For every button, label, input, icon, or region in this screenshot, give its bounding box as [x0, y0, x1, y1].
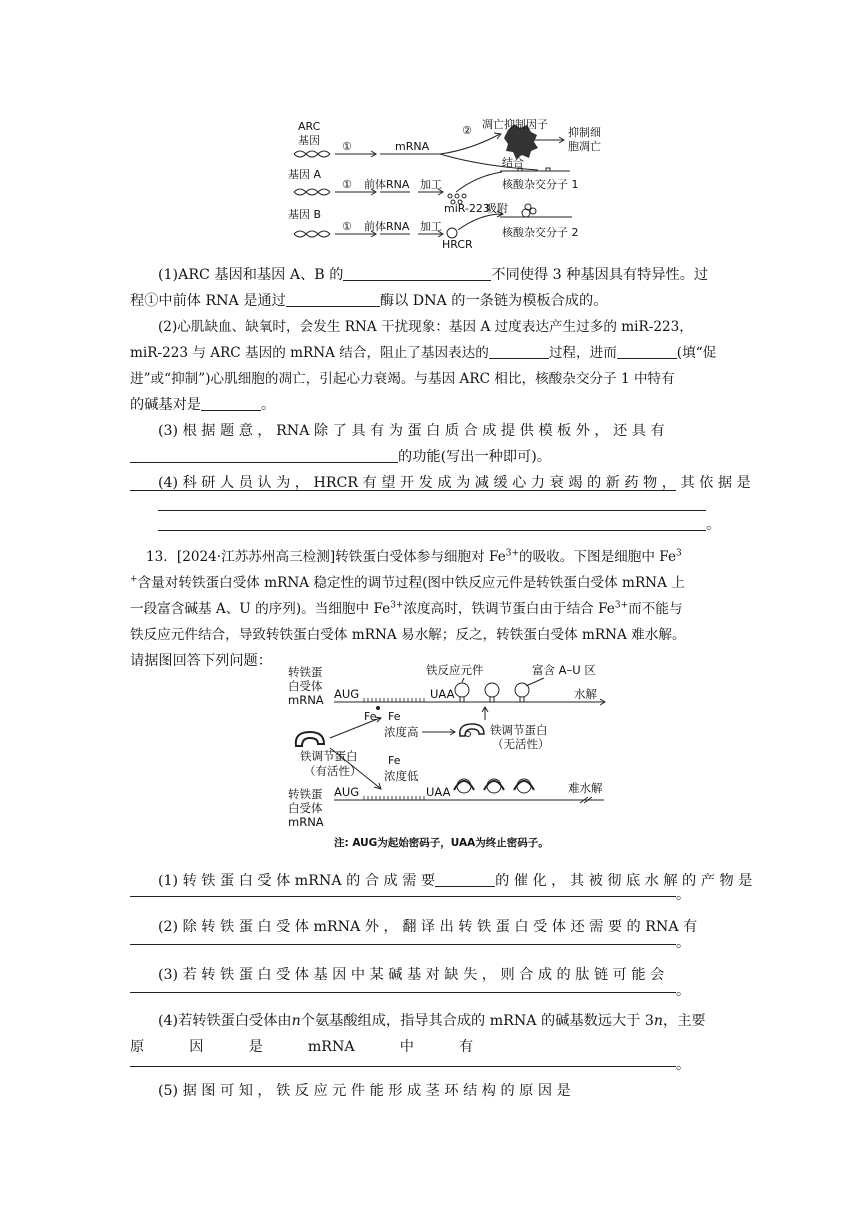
period: 。 — [676, 935, 691, 951]
transferrin-receptor-diagram — [282, 660, 622, 860]
figure-note: 注: AUG为起始密码子，UAA为终止密码子。 — [334, 837, 549, 849]
answer-line[interactable] — [130, 490, 676, 491]
fe3-label-low: Fe — [388, 754, 401, 767]
irp-active-label-1: 铁调节蛋白 — [300, 749, 358, 763]
ire-label: 铁反应元件 — [426, 663, 484, 677]
answer-line[interactable] — [158, 510, 706, 511]
gene-a-label: 基因 A — [288, 168, 322, 181]
irp-inactive-label-2: （无活性） — [492, 737, 550, 751]
blank[interactable] — [435, 870, 495, 887]
answer-line[interactable] — [130, 992, 676, 993]
step1-label-row3: ① — [342, 220, 352, 233]
q13-intro-line2: +含量对转铁蛋白受体 mRNA 稳定性的调节过程(图中铁反应元件是转铁蛋白受体 mRNA 上 — [130, 574, 685, 591]
process-label-b: 加工 — [420, 220, 442, 233]
q12-part1-line1: (1)ARC 基因和基因 A、B 的 不同使得 3 种基因具有特异性。过 — [130, 262, 730, 288]
fe3-label-high: Fe — [388, 710, 401, 723]
apoptosis-inhibitor-label: 凋亡抑制因子 — [482, 118, 548, 131]
hydrolysis-label: 水解 — [574, 687, 597, 701]
irp-inactive-icon — [460, 724, 484, 736]
step1-label-row2: ① — [342, 178, 352, 191]
q13-intro-line1: 13．[2024·江苏苏州高三检测]转铁蛋白受体参与细胞对 $Fe^{3+}$的吸收。下图是细胞中 Fe$^3$ — [146, 548, 682, 565]
gene-b-label: 基因 B — [288, 208, 322, 221]
answer-line[interactable] — [130, 896, 676, 897]
low-conc-label: 浓度低 — [384, 769, 419, 783]
aug-label-bottom: AUG — [334, 785, 360, 799]
tfr-mrna-label-2b: 白受体 — [288, 801, 323, 815]
hybrid2-label: 核酸杂交分子 2 — [502, 226, 579, 239]
hrcr-label: HRCR — [442, 238, 473, 251]
tfr-mrna-label-1b: 转铁蛋 — [288, 787, 323, 801]
q13-part4-line2: 原 因 是 mRNA 中 有 — [130, 1039, 474, 1055]
q12-part3-line2: 的功能(写出一种即可)。 — [130, 444, 730, 470]
process-label-a: 加工 — [420, 178, 442, 191]
tfr-mrna-label-3b: mRNA — [288, 815, 324, 829]
period: 。 — [676, 983, 691, 999]
period: 。 — [706, 517, 721, 533]
q12-part2-line1: (2)心肌缺血、缺氧时，会发生 RNA 干扰现象：基因 A 过度表达产生过多的 miR-223， — [158, 319, 693, 335]
q13-part3-line1: (3) 若 转 铁 蛋 白 受 体 基 因 中 某 碱 基 对 缺 失 ， 则 合 成 的 肽 链 可 能 会 — [158, 967, 665, 983]
tfr-mrna-label-3: mRNA — [288, 693, 324, 707]
blank[interactable] — [489, 342, 549, 359]
uaa-label-top: UAA — [430, 687, 455, 701]
q13-part4-line1: (4)若转铁蛋白受体由n个氨基酸组成，指导其合成的 mRNA 的碱基数远大于 3n，主要 — [158, 1013, 706, 1029]
hard-hydrolysis-label: 难水解 — [568, 781, 603, 795]
irp-active-label-2: （有活性） — [304, 764, 362, 778]
q12-part4-line1: (4) 科 研 人 员 认 为 ， HRCR 有 望 开 发 成 为 减 缓 心 力 衰 竭 的 新 药 物 ， 其 依 据 是 — [158, 475, 751, 491]
mir223-label: miR-223 — [444, 202, 490, 215]
combine-label: 结合 — [502, 156, 524, 169]
step2-label: ② — [462, 124, 472, 137]
answer-line[interactable] — [130, 944, 676, 945]
inhibit-label-1: 抑制细 — [568, 126, 601, 139]
blank[interactable] — [617, 342, 677, 359]
blank[interactable] — [130, 446, 398, 463]
high-conc-label: 浓度高 — [384, 725, 419, 739]
period: 。 — [676, 887, 691, 903]
mrna-label: mRNA — [395, 140, 430, 153]
q12-part2-line4: 的碱基对是 。 — [130, 392, 730, 418]
irp-inactive-label-1: 铁调节蛋白 — [490, 723, 548, 737]
au-region-label: 富含 A–U 区 — [532, 663, 596, 677]
q13-part2-line1: (2) 除 转 铁 蛋 白 受 体 mRNA 外 ， 翻 译 出 转 铁 蛋 白 受 体 还 需 要 的 RNA 有 — [158, 919, 698, 935]
q12-part1-line2: 程①中前体 RNA 是通过 酶以 DNA 的一条链为模板合成的。 — [130, 288, 730, 314]
uaa-label-bottom: UAA — [426, 785, 451, 799]
aug-label-top: AUG — [334, 687, 360, 701]
arc-gene-label: ARC — [298, 120, 321, 133]
blank[interactable] — [343, 264, 491, 281]
hybrid1-label: 核酸杂交分子 1 — [502, 178, 579, 191]
pre-rna-label-a: 前体RNA — [364, 178, 410, 191]
q12-part2-line3: 进”或“抑制”)心肌细胞的凋亡，引起心力衰竭。与基因 ARC 相比，核酸杂交分子 1 中特有 — [130, 371, 675, 387]
q13-part5-line1: (5) 据 图 可 知 ， 铁 反 应 元 件 能 形 成 茎 环 结 构 的 原 因 是 — [158, 1083, 571, 1099]
step1-label-row1: ① — [342, 140, 352, 153]
blank[interactable] — [286, 290, 380, 307]
q13-intro-line5: 请据图回答下列问题： — [130, 653, 272, 669]
arc-gene-label-2: 基因 — [298, 134, 320, 147]
q12-part2-line2: miR-223 与 ARC 基因的 mRNA 结合，阻止了基因表达的 过程，进而 (填“促 — [130, 340, 730, 366]
fe3-label: Fe — [364, 710, 377, 723]
q12-part3-line1: (3) 根 据 题 意 ， RNA 除 了 具 有 为 蛋 白 质 合 成 提 供 模 板 外 ， 还 具 有 — [158, 423, 665, 439]
irp-active-icon — [296, 732, 324, 746]
tfr-mrna-label-1: 转铁蛋 — [288, 665, 323, 679]
period: 。 — [676, 1057, 691, 1073]
blank[interactable] — [201, 394, 261, 411]
q13-intro-line3: 一段富含碱基 A、U 的序列)。当细胞中 $Fe^{3+}$浓度高时，铁调节蛋白由于结合 $Fe^{3+}$而不能与 — [130, 600, 683, 617]
q13-part1-line1: (1) 转 铁 蛋 白 受 体 mRNA 的 合 成 需 要 的 催 化 ， 其 被 彻 底 水 解 的 产 物 是 — [130, 868, 730, 894]
inhibit-label-2: 胞凋亡 — [568, 140, 601, 153]
gene-expression-diagram — [280, 112, 620, 252]
answer-line[interactable] — [158, 530, 706, 531]
adsorb-label: 吸附 — [486, 202, 508, 215]
answer-line[interactable] — [130, 1066, 676, 1067]
q13-intro-line4: 铁反应元件结合，导致转铁蛋白受体 mRNA 易水解；反之，转铁蛋白受体 mRNA 难水解。 — [130, 627, 686, 643]
pre-rna-label-b: 前体RNA — [364, 220, 410, 233]
tfr-mrna-label-2: 白受体 — [288, 679, 323, 693]
